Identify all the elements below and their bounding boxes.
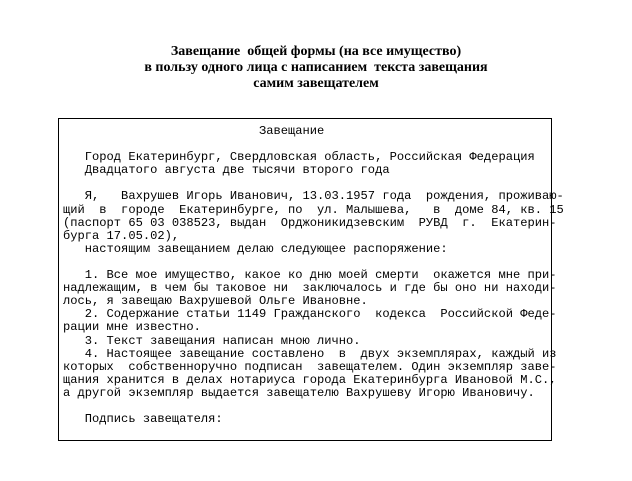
text-line: которых собственноручно подписан завещателем. Один экземпляр заве- (63, 359, 557, 374)
text-line: (паспорт 65 03 038523, выдан Орджоникидзевским РУВД г. Екатерин- (63, 215, 557, 230)
text-line: 4. Настоящее завещание составлено в двух экземплярах, каждый из (63, 346, 557, 361)
will-heading: Завещание (63, 124, 325, 138)
title-line: Завещание общей формы (на все имущество) (170, 44, 462, 59)
text-line: надлежащим, в чем бы таковое ни заключалось и где бы оно ни находи- (63, 281, 557, 296)
text-line: 3. Текст завещания написан мною лично. (63, 333, 361, 348)
text-line: лось, я завещаю Вахрушевой Ольге Ивановне. (63, 294, 368, 309)
text-line: бурга 17.05.02), (63, 228, 180, 243)
text-line: щания хранится в делах нотариуса города Екатеринбурга Ивановой М.С., (63, 372, 557, 387)
document-title (0, 44, 632, 92)
title-line: самим завещателем (253, 76, 379, 91)
text-line: а другой экземпляр выдается завещателю Вахрушеву Игорю Ивановичу. (63, 385, 535, 400)
text-line: Я, Вахрушев Игорь Иванович, 13.03.1957 года рождения, проживаю- (63, 189, 564, 204)
text-line: 2. Содержание статьи 1149 Гражданского кодекса Российской Феде- (63, 307, 557, 322)
text-line: рации мне известно. (63, 320, 201, 335)
text-line: настоящим завещанием делаю следующее распоряжение: (63, 241, 448, 256)
will-date: Двадцатого августа две тысячи второго года (63, 163, 390, 178)
text-line: щий в городе Екатеринбурге, по ул. Малышева, в доме 84, кв. 15 (63, 202, 564, 217)
will-text (63, 125, 564, 426)
title-line: в пользу одного лица с написанием текста завещания (144, 60, 488, 75)
will-place: Город Екатеринбург, Свердловская область, Российская Федерация (63, 150, 535, 165)
text-line: 1. Все мое имущество, какое ко дню моей смерти окажется мне при- (63, 268, 557, 283)
signature-label: Подпись завещателя: (63, 412, 223, 427)
